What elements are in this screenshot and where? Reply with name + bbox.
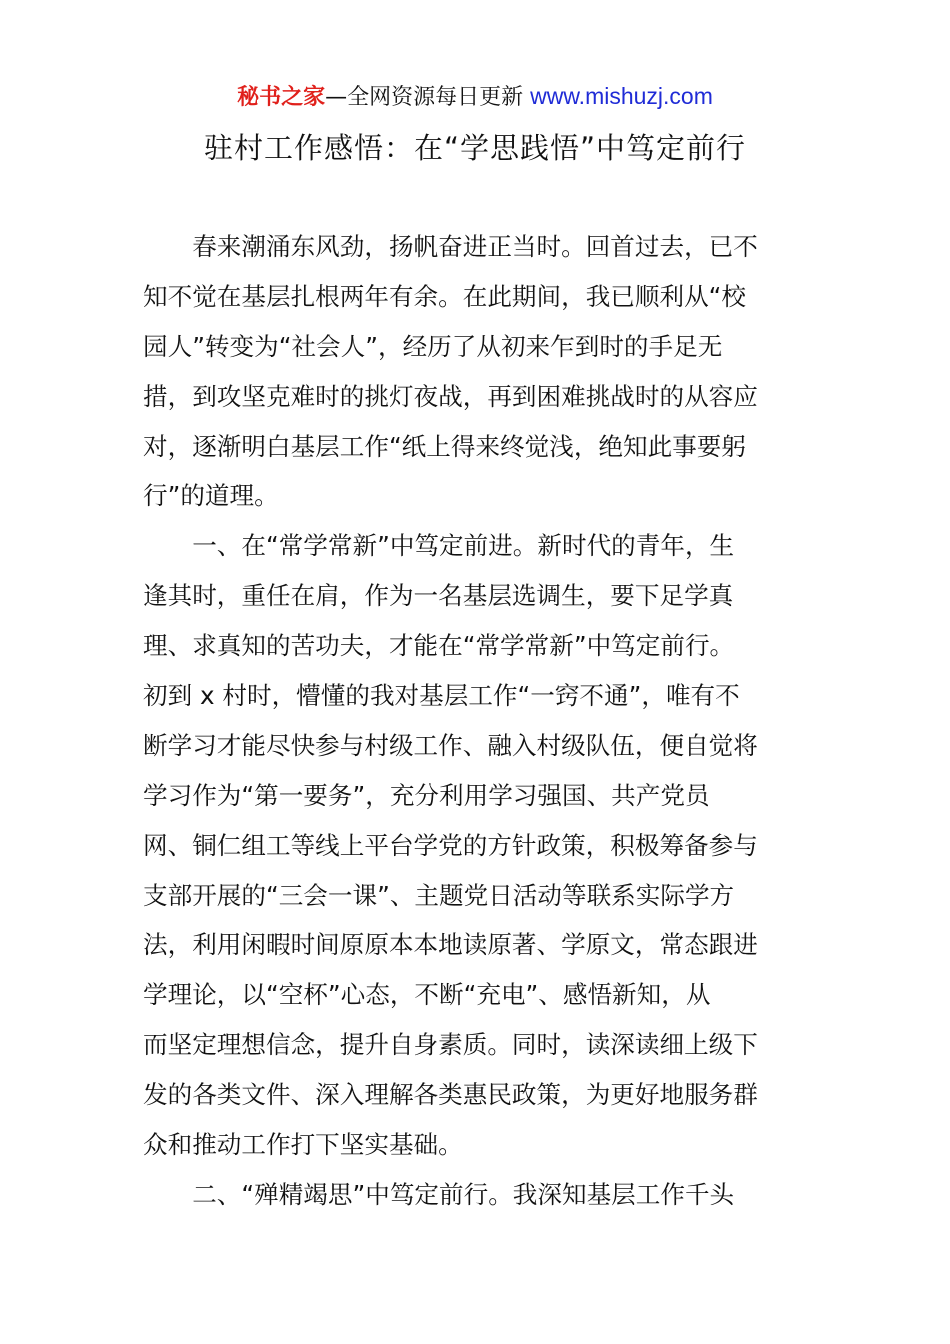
text-line: 春来潮涌东风劲，扬帆奋进正当时。回首过去，已不: [143, 232, 758, 261]
text-line: 支部开展的“三会一课”、主题党日活动等联系实际学方: [143, 880, 735, 910]
text-line: 对，逐渐明白基层工作“纸上得来终觉浅，绝知此事要躬: [143, 431, 746, 461]
text-line: 园人”转变为“社会人”，经历了从初来乍到时的手足无: [143, 331, 723, 361]
text-line: 学理论，以“空杯”心态，不断“充电”、感悟新知，从: [143, 980, 711, 1010]
text-line: 学习作为“第一要务”，充分利用学习强国、共产党员: [143, 780, 710, 810]
text-line: 一、在“常学常新”中笃定前进。新时代的青年，生: [143, 531, 735, 561]
site-tagline: —全网资源每日更新: [325, 85, 531, 110]
site-header: [0, 80, 950, 114]
site-brand: 秘书之家: [237, 85, 326, 110]
text-line: 理、求真知的苦功夫，才能在“常学常新”中笃定前行。: [143, 631, 735, 661]
text-line: 行”的道理。: [143, 481, 279, 511]
site-url-link[interactable]: www.mishuzj.com: [530, 83, 713, 109]
text-line: 而坚定理想信念，提升自身素质。同时，读深读细上级下: [143, 1030, 758, 1060]
text-line: 网、铜仁组工等线上平台学党的方针政策，积极筹备参与: [143, 830, 758, 860]
text-line: 法，利用闲暇时间原原本本地读原著、学原文，常态跟进: [143, 930, 758, 960]
text-line: 断学习才能尽快参与村级工作、融入村级队伍，便自觉将: [143, 730, 758, 760]
text-line: 逢其时，重任在肩，作为一名基层选调生，要下足学真: [143, 581, 734, 611]
text-line: 知不觉在基层扎根两年有余。在此期间，我已顺利从“校: [143, 281, 746, 311]
text-line: 众和推动工作打下坚实基础。: [143, 1130, 463, 1160]
text-line: 初到 x 村时，懵懂的我对基层工作“一窍不通”，唯有不: [143, 681, 740, 711]
document-title: 驻村工作感悟：在“学思践悟”中笃定前行: [203, 131, 747, 165]
text-line: 发的各类文件、深入理解各类惠民政策，为更好地服务群: [143, 1080, 758, 1110]
text-line: 二、“殚精竭思”中笃定前行。我深知基层工作千头: [143, 1179, 735, 1209]
document-body: [143, 222, 807, 1220]
text-line: 措，到攻坚克难时的挑灯夜战，再到困难挑战时的从容应: [143, 381, 758, 411]
